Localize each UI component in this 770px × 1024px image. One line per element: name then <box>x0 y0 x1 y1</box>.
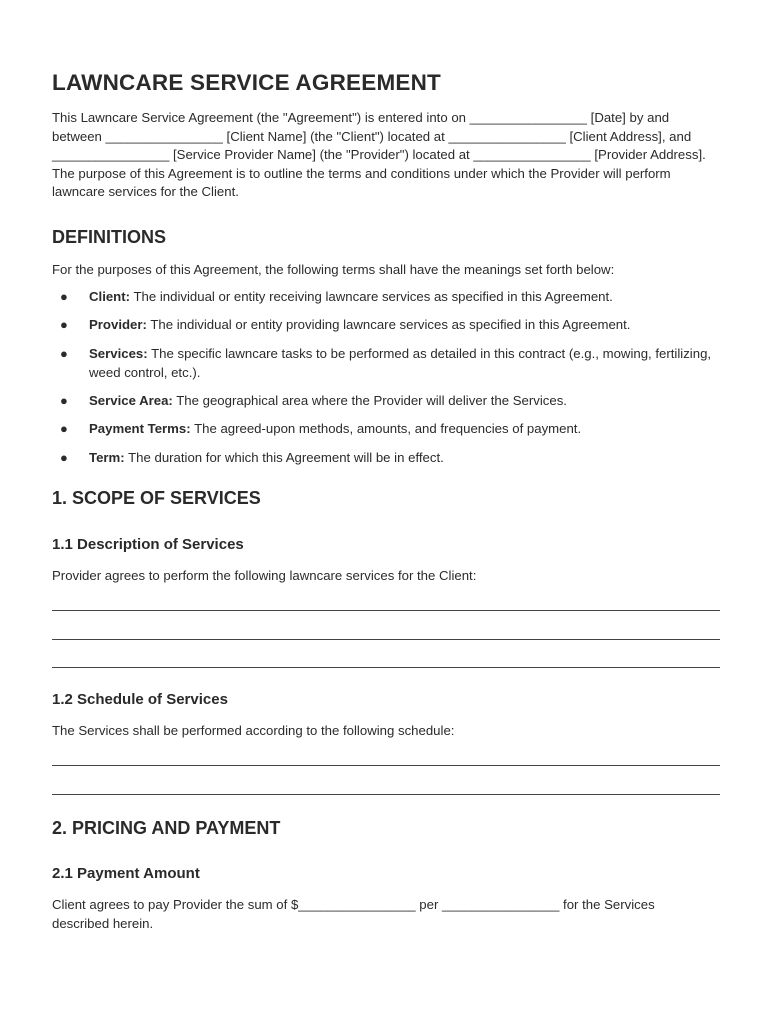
definition-text: The agreed-upon methods, amounts, and frequencies of payment. <box>190 421 582 436</box>
fill-in-line[interactable] <box>52 794 720 795</box>
definition-term: Service Area: <box>89 393 173 408</box>
description-heading: 1.1 Description of Services <box>52 536 244 553</box>
definition-term: Services: <box>89 346 148 361</box>
intro-paragraph: This Lawncare Service Agreement (the "Agreement") is entered into on ________________ [Date] by and between ________________ [Client Name] (the "Client") located at ________________ [Client Address], and ________________ [Service Provider Name] (the "Provider") located at ________________ [Provider Address]. The purpose of this Agreement is to outline the terms and conditions under which the Provider will perform lawncare services for the Client. <box>52 110 706 200</box>
definition-term: Term: <box>89 450 125 465</box>
definition-text: The individual or entity receiving lawncare services as specified in this Agreement. <box>130 289 613 304</box>
fill-in-line[interactable] <box>52 667 720 668</box>
payment-amount-text: Client agrees to pay Provider the sum of $________________ per ________________ for the Services described herein. <box>52 897 655 931</box>
definitions-lead: For the purposes of this Agreement, the following terms shall have the meanings set forth below: <box>52 262 615 277</box>
bullet-icon: ● <box>60 421 68 436</box>
bullet-icon: ● <box>60 289 68 304</box>
definition-term: Client: <box>89 289 131 304</box>
definitions-heading: DEFINITIONS <box>52 227 167 247</box>
payment-amount-heading: 2.1 Payment Amount <box>52 865 200 882</box>
bullet-icon: ● <box>60 317 68 332</box>
schedule-text: The Services shall be performed according to the following schedule: <box>52 723 455 738</box>
bullet-icon: ● <box>60 393 68 408</box>
bullet-icon: ● <box>60 346 68 361</box>
pricing-heading: 2. PRICING AND PAYMENT <box>52 818 281 838</box>
document-title: LAWNCARE SERVICE AGREEMENT <box>52 70 441 95</box>
definition-text: The individual or entity providing lawncare services as specified in this Agreement. <box>146 317 631 332</box>
description-text: Provider agrees to perform the following lawncare services for the Client: <box>52 568 477 583</box>
scope-heading: 1. SCOPE OF SERVICES <box>52 488 261 508</box>
bullet-icon: ● <box>60 450 68 465</box>
fill-in-line[interactable] <box>52 610 720 611</box>
definition-term: Provider: <box>89 317 147 332</box>
fill-in-line[interactable] <box>52 765 720 766</box>
definition-text: The duration for which this Agreement will be in effect. <box>124 450 444 465</box>
definition-text: The geographical area where the Provider will deliver the Services. <box>172 393 567 408</box>
fill-in-line[interactable] <box>52 639 720 640</box>
definition-text: The specific lawncare tasks to be performed as detailed in this contract (e.g., mowing, fertilizing, weed control, etc.). <box>89 346 712 380</box>
definition-term: Payment Terms: <box>89 421 191 436</box>
schedule-heading: 1.2 Schedule of Services <box>52 691 228 708</box>
